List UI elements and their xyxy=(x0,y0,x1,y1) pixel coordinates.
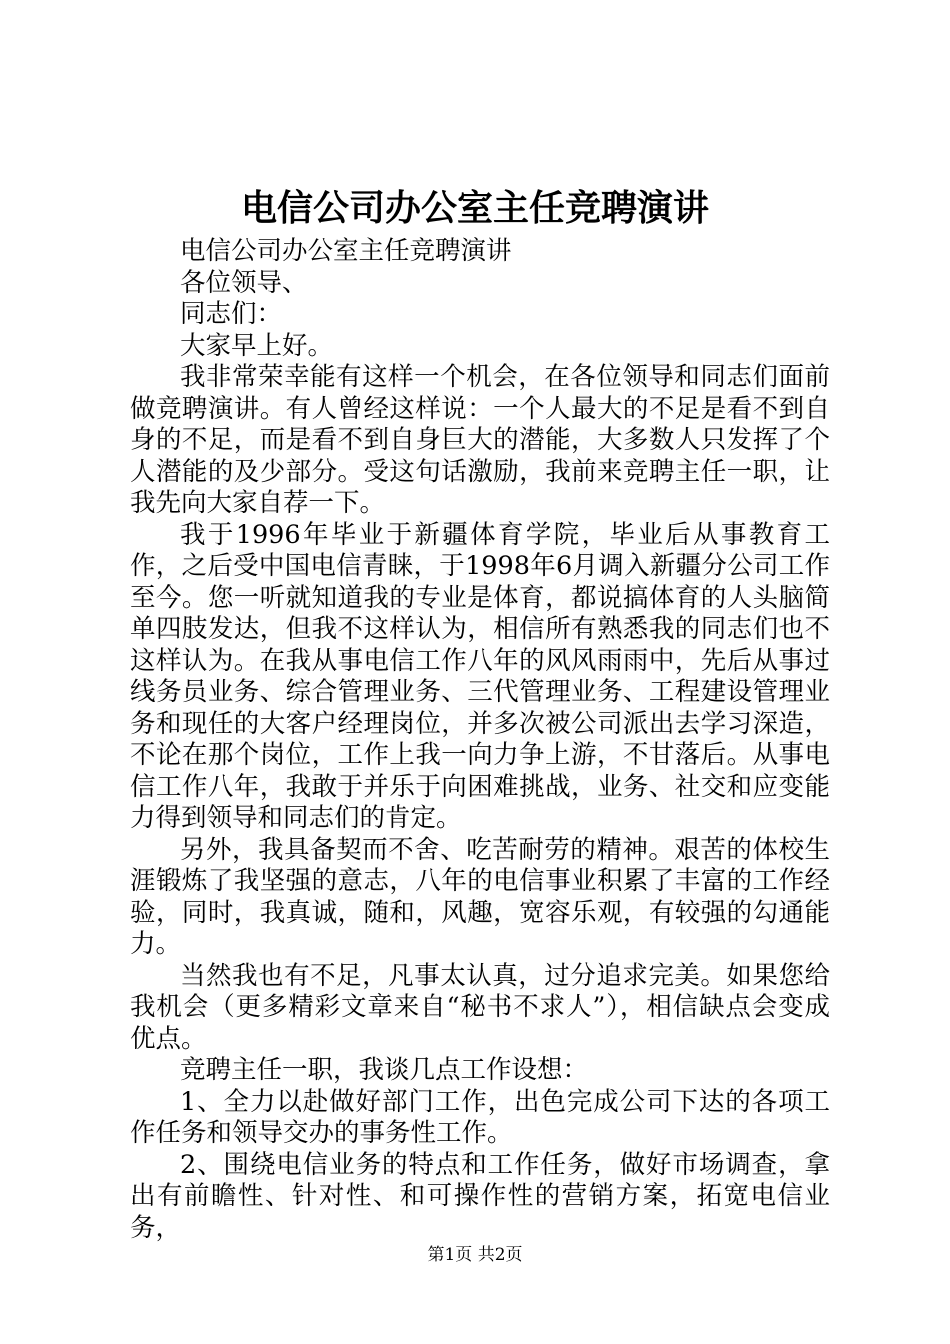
document-title: 电信公司办公室主任竞聘演讲 xyxy=(240,187,709,229)
paragraph-shortcomings: 当然我也有不足，凡事太认真，过分追求完美。如果您给我机会（更多精彩文章来自“秘书不求人”），相信缺点会变成优点。 xyxy=(130,960,830,1054)
paragraph-plan-item-1: 1、全力以赴做好部门工作，出色完成公司下达的各项工作任务和领导交办的事务性工作。 xyxy=(130,1086,830,1148)
paragraph-experience: 我于1996年毕业于新疆体育学院，毕业后从事教育工作，之后受中国电信青睐，于1998年6月调入新疆分公司工作至今。您一听就知道我的专业是体育，都说搞体育的人头脑简单四肢发达，但我不这样认为，相信所有熟悉我的同志们也不这样认为。在我从事电信工作八年的风风雨雨中，先后从事过线务员业务、综合管理业务、三代管理业务、工程建设管理业务和现任的大客户经理岗位，并多次被公司派出去学习深造，不论在那个岗位，工作上我一向力争上游，不甘落后。从事电信工作八年，我敢于并乐于向困难挑战，业务、社交和应变能力得到领导和同志们的肯定。 xyxy=(130,519,830,833)
paragraph-plan-item-2: 2、围绕电信业务的特点和工作任务，做好市场调查，拿出有前瞻性、针对性、和可操作性的营销方案，拓宽电信业务， xyxy=(130,1149,830,1243)
paragraph-greeting: 大家早上好。 xyxy=(180,330,334,361)
paragraph-qualities: 另外，我具备契而不舍、吃苦耐劳的精神。艰苦的体校生涯锻炼了我坚强的意志，八年的电信事业积累了丰富的工作经验，同时，我真诚，随和，风趣，宽容乐观，有较强的勾通能力。 xyxy=(130,834,830,959)
document-body xyxy=(130,236,830,1244)
paragraph-salutation-colleagues: 同志们： xyxy=(180,299,283,329)
page-number-footer: 第1页 共2页 xyxy=(427,1245,523,1265)
paragraph-heading-repeat: 电信公司办公室主任竞聘演讲 xyxy=(180,236,512,266)
paragraph-introduction: 我非常荣幸能有这样一个机会，在各位领导和同志们面前做竞聘演讲。有人曾经这样说：一个人最大的不足是看不到自身的不足，而是看不到自身巨大的潜能，大多数人只发挥了个人潜能的及少部分。受这句话激励，我前来竞聘主任一职，让我先向大家自荐一下。 xyxy=(130,362,830,518)
paragraph-salutation-leaders: 各位领导、 xyxy=(180,267,308,298)
paragraph-plan-intro: 竞聘主任一职，我谈几点工作设想： xyxy=(180,1055,589,1085)
